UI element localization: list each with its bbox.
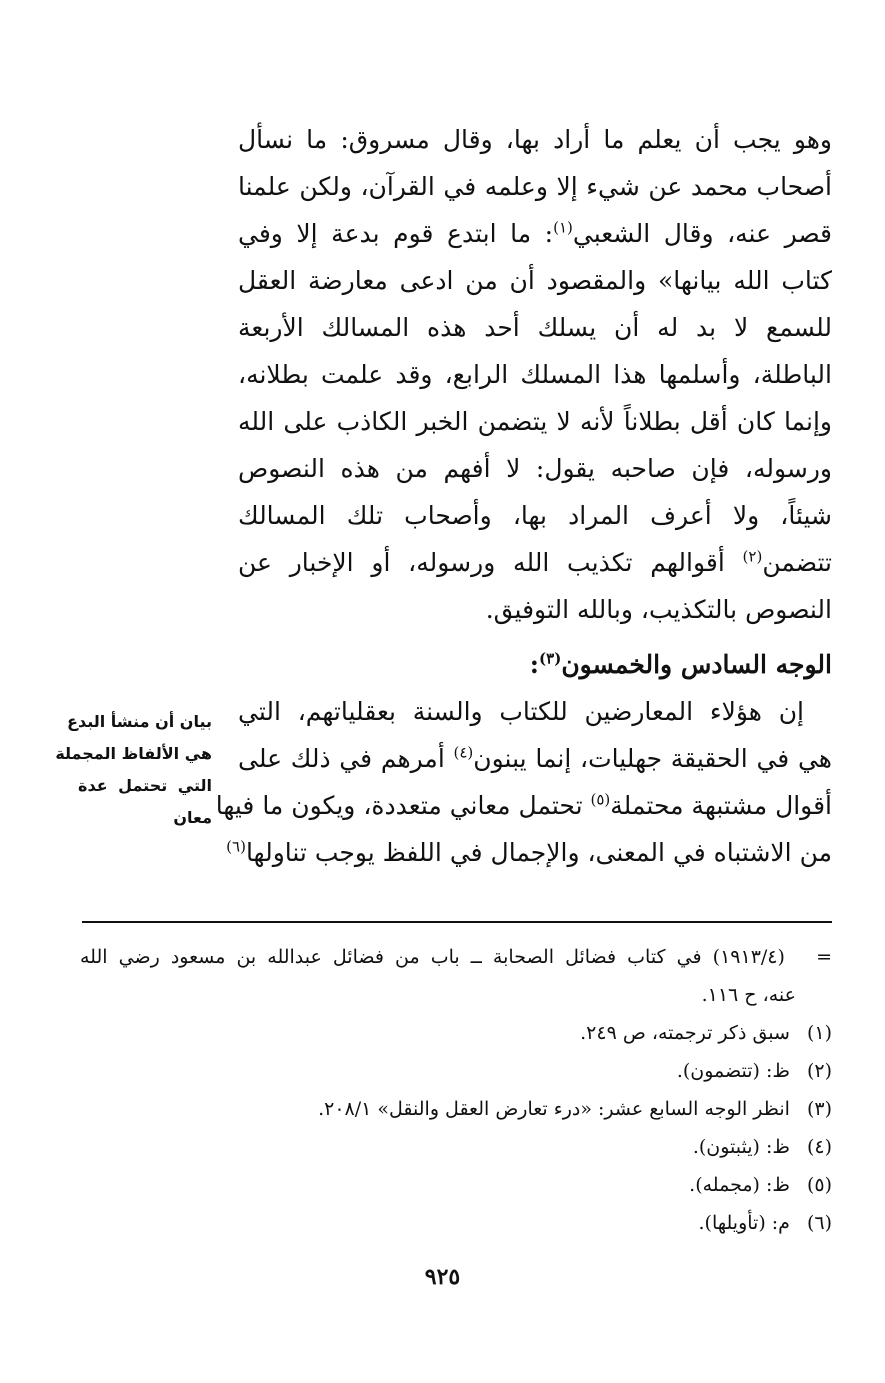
- text-line: [226, 829, 832, 876]
- text-fragment: تحتمل معاني متعددة، ويكون ما فيها: [215, 791, 591, 820]
- footnote-item: [80, 1166, 832, 1204]
- footnote-text: سبق ذكر ترجمته، ص ٢٤٩.: [580, 1022, 790, 1044]
- footnote-marker: (٣): [806, 1098, 832, 1120]
- footnote-marker: (٢): [806, 1060, 832, 1082]
- text-line: [238, 735, 832, 782]
- text-line: [238, 210, 832, 257]
- text-line: أصحاب محمد عن شيء إلا وعلمه في القرآن، ولكن علمنا: [238, 172, 832, 201]
- text-line: [238, 539, 832, 586]
- footnote-ref[interactable]: (٥): [590, 790, 611, 809]
- footnote-continuation: [80, 938, 832, 976]
- footnote-text: ظ: (مجمله).: [689, 1174, 790, 1196]
- margin-note-line: بيان أن منشأ البدع: [67, 712, 212, 731]
- text-fragment: أمرهم في ذلك على: [238, 744, 454, 773]
- footnote-text: م: (تأويلها).: [698, 1212, 790, 1234]
- margin-note-line: التي تحتمل عدة: [78, 776, 212, 795]
- text-fragment: تتضمن: [762, 548, 832, 577]
- footnote-item: [80, 1128, 832, 1166]
- footnote-text: (١٩١٣/٤) في كتاب فضائل الصحابة ــ باب من فضائل عبدالله بن مسعود رضي الله: [80, 946, 785, 968]
- heading-text: الوجه السادس والخمسون: [561, 650, 832, 679]
- text-fragment: من الاشتباه في المعنى، والإجمال في اللفظ يوجب تناولها: [245, 838, 832, 867]
- section-heading: [238, 641, 832, 688]
- footnote-ref[interactable]: (٤): [453, 743, 474, 762]
- footnote-ref[interactable]: (١): [553, 218, 573, 237]
- text-line: شيئاً، ولا أعرف المراد بها، وأصحاب تلك المسالك: [238, 501, 832, 530]
- text-line: وهو يجب أن يعلم ما أراد بها، وقال مسروق: ما نسأل: [238, 125, 832, 154]
- page-number: ٩٢٥: [424, 1264, 461, 1290]
- footnote-text: ظ: (تتضمون).: [676, 1060, 790, 1082]
- footnotes-block: [80, 938, 832, 1242]
- footnote-ref[interactable]: (٣): [539, 649, 562, 668]
- text-fragment: أقوال مشتبهة محتملة: [610, 791, 832, 820]
- margin-note-line: هي الألفاظ المجملة: [55, 744, 212, 763]
- footnote-item: [80, 1014, 832, 1052]
- text-line: ورسوله، فإن صاحبه يقول: لا أفهم من هذه النصوص: [238, 454, 832, 483]
- footnote-marker: (١): [806, 1022, 832, 1044]
- footnote-item: [80, 1052, 832, 1090]
- heading-colon: :: [529, 650, 540, 679]
- text-line: النصوص بالتكذيب، وبالله التوفيق.: [485, 595, 832, 624]
- footnote-marker: (٦): [806, 1212, 832, 1234]
- text-fragment: هي في الحقيقة جهليات، إنما يبنون: [473, 744, 832, 773]
- footnote-ref[interactable]: (٢): [742, 547, 763, 566]
- footnote-continuation-line: عنه، ح ١١٦.: [701, 984, 796, 1006]
- text-line: للسمع لا بد له أن يسلك أحد هذه المسالك الأربعة: [238, 313, 832, 342]
- footnote-marker: (٥): [806, 1174, 832, 1196]
- text-fragment: أقوالهم تكذيب الله ورسوله، أو الإخبار عن: [238, 548, 743, 577]
- text-line: كتاب الله بيانها» والمقصود أن من ادعى معارضة العقل: [238, 266, 832, 295]
- margin-note: [55, 706, 212, 834]
- margin-note-line: معان: [173, 808, 212, 827]
- footnote-divider: [82, 921, 832, 923]
- text-line: إن هؤلاء المعارضين للكتاب والسنة بعقلياتهم، التي: [238, 697, 804, 726]
- continuation-marker: =: [816, 946, 833, 968]
- text-line: الباطلة، وأسلمها هذا المسلك الرابع، وقد علمت بطلانه،: [238, 360, 832, 389]
- text-fragment: قصر عنه، وقال الشعبي: [572, 219, 832, 248]
- footnote-text: انظر الوجه السابع عشر: «درء تعارض العقل والنقل» ٢٠٨/١.: [318, 1098, 790, 1120]
- main-text-block: [215, 116, 832, 876]
- text-line: وإنما كان أقل بطلاناً لأنه لا يتضمن الخبر الكاذب على الله: [238, 407, 832, 436]
- footnote-item: [80, 1090, 832, 1128]
- footnote-marker: (٤): [806, 1136, 832, 1158]
- footnote-ref[interactable]: (٦): [226, 837, 246, 856]
- text-line: [215, 782, 832, 829]
- text-fragment: : ما ابتدع قوم بدعة إلا وفي: [238, 219, 554, 248]
- footnote-text: ظ: (يثبتون).: [692, 1136, 790, 1158]
- footnote-item: [80, 1204, 832, 1242]
